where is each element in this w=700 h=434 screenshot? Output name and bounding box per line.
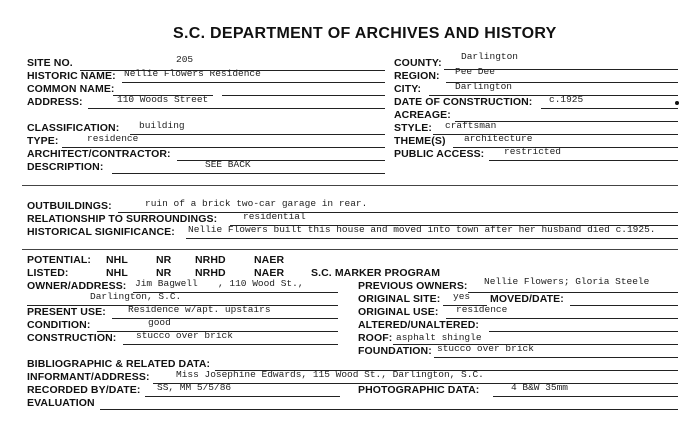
date-of-construction-label: DATE OF CONSTRUCTION: xyxy=(394,96,533,108)
moved-date-line xyxy=(570,305,678,306)
type-value[interactable]: residence xyxy=(87,133,139,144)
historic-name-label: HISTORIC NAME: xyxy=(27,70,116,82)
condition-value[interactable]: good xyxy=(148,317,171,328)
potential-label: POTENTIAL: xyxy=(27,254,91,266)
county-label: COUNTY: xyxy=(394,57,442,69)
historic-name-line xyxy=(122,82,385,83)
address-line xyxy=(88,108,385,109)
construction-value[interactable]: stucco over brick xyxy=(136,330,233,341)
address-label: ADDRESS: xyxy=(27,96,83,108)
listed-naer[interactable]: NAER xyxy=(254,267,285,279)
listed-nr[interactable]: NR xyxy=(156,267,172,279)
themes-line xyxy=(453,147,678,148)
address-value[interactable]: 110 Woods Street xyxy=(117,94,209,105)
recorded-by-label: RECORDED BY/DATE: xyxy=(27,384,141,396)
altered-line xyxy=(489,331,678,332)
informant-label: INFORMANT/ADDRESS: xyxy=(27,371,150,383)
listed-nhl[interactable]: NHL xyxy=(106,267,128,279)
potential-naer[interactable]: NAER xyxy=(254,254,285,266)
foundation-line xyxy=(434,357,678,358)
acreage-label: ACREAGE: xyxy=(394,109,451,121)
significance-label: HISTORICAL SIGNIFICANCE: xyxy=(27,226,175,238)
common-name-line-2 xyxy=(222,95,385,96)
previous-owners-value[interactable]: Nellie Flowers; Gloria Steele xyxy=(484,276,650,287)
present-use-label: PRESENT USE: xyxy=(27,306,106,318)
owner-name-value[interactable]: Jim Bagwell xyxy=(135,278,198,289)
form-title: S.C. DEPARTMENT OF ARCHIVES AND HISTORY xyxy=(173,25,557,42)
evaluation-label: EVALUATION xyxy=(27,397,95,409)
themes-value[interactable]: architecture xyxy=(464,133,533,144)
description-continuation-line-1 xyxy=(22,185,678,186)
original-use-line xyxy=(446,318,678,319)
condition-label: CONDITION: xyxy=(27,319,91,331)
photographic-line xyxy=(493,396,678,397)
original-site-label: ORIGINAL SITE: xyxy=(358,293,441,305)
recorded-by-value[interactable]: SS, MM 5/5/86 xyxy=(157,382,232,393)
outbuildings-label: OUTBUILDINGS: xyxy=(27,200,112,212)
bibliographic-label: BIBLIOGRAPHIC & RELATED DATA: xyxy=(27,358,211,370)
evaluation-line xyxy=(100,409,678,410)
owner-address-label: OWNER/ADDRESS: xyxy=(27,280,127,292)
foundation-label: FOUNDATION: xyxy=(358,345,432,357)
informant-value[interactable]: Miss Josephine Edwards, 115 Wood St., Darlington, S.C. xyxy=(176,369,484,380)
photographic-label: PHOTOGRAPHIC DATA: xyxy=(358,384,480,396)
previous-owners-label: PREVIOUS OWNERS: xyxy=(358,280,468,292)
altered-label: ALTERED/UNALTERED: xyxy=(358,319,479,331)
type-label: TYPE: xyxy=(27,135,59,147)
potential-nrhd[interactable]: NRHD xyxy=(195,254,226,266)
date-of-construction-value[interactable]: c.1925 xyxy=(549,94,584,105)
style-label: STYLE: xyxy=(394,122,432,134)
public-access-label: PUBLIC ACCESS: xyxy=(394,148,485,160)
original-use-label: ORIGINAL USE: xyxy=(358,306,439,318)
outbuildings-value[interactable]: ruin of a brick two-car garage in rear. xyxy=(145,198,368,209)
description-line xyxy=(112,173,385,174)
potential-nhl[interactable]: NHL xyxy=(106,254,128,266)
relationship-value[interactable]: residential xyxy=(243,211,306,222)
classification-line xyxy=(130,134,385,135)
significance-continuation-line xyxy=(22,249,678,250)
foundation-value[interactable]: stucco over brick xyxy=(437,343,534,354)
roof-line xyxy=(393,344,678,345)
owner-city-value[interactable]: Darlington, S.C. xyxy=(90,291,182,302)
description-label: DESCRIPTION: xyxy=(27,161,104,173)
site-no-label: SITE NO. xyxy=(27,57,73,69)
region-label: REGION: xyxy=(394,70,440,82)
public-access-value[interactable]: restricted xyxy=(504,146,562,157)
construction-label: CONSTRUCTION: xyxy=(27,332,117,344)
historic-name-value[interactable]: Nellie Flowers Residence xyxy=(124,68,261,79)
potential-nr[interactable]: NR xyxy=(156,254,172,266)
themes-label: THEME(S) xyxy=(394,135,446,147)
classification-value[interactable]: building xyxy=(139,120,185,131)
county-value[interactable]: Darlington xyxy=(461,51,519,62)
moved-date-label: MOVED/DATE: xyxy=(490,293,564,305)
roof-value[interactable]: asphalt shingle xyxy=(396,332,482,343)
present-use-value[interactable]: Residence w/apt. upstairs xyxy=(128,304,271,315)
recorded-by-line xyxy=(145,396,340,397)
classification-label: CLASSIFICATION: xyxy=(27,122,120,134)
city-label: CITY: xyxy=(394,83,422,95)
region-value[interactable]: Pee Dee xyxy=(455,66,495,77)
construction-line xyxy=(123,344,338,345)
common-name-label: COMMON NAME: xyxy=(27,83,115,95)
original-site-value[interactable]: yes xyxy=(453,291,471,302)
roof-label: ROOF: xyxy=(358,332,393,344)
public-access-line xyxy=(489,160,678,161)
relationship-label: RELATIONSHIP TO SURROUNDINGS: xyxy=(27,213,218,225)
owner-street-value[interactable]: , 110 Wood St., xyxy=(218,278,304,289)
original-use-value[interactable]: residence xyxy=(456,304,508,315)
description-value[interactable]: SEE BACK xyxy=(205,159,251,170)
ink-dot xyxy=(675,101,679,105)
significance-value[interactable]: Nellie Flowers built this house and moved into town after her husband died c.1925. xyxy=(188,224,656,235)
listed-label: LISTED: xyxy=(27,267,69,279)
significance-line xyxy=(186,238,678,239)
listed-nrhd[interactable]: NRHD xyxy=(195,267,226,279)
date-of-construction-line xyxy=(541,108,678,109)
photographic-value[interactable]: 4 B&W 35mm xyxy=(511,382,569,393)
city-value[interactable]: Darlington xyxy=(455,81,513,92)
site-no-value[interactable]: 205 xyxy=(176,54,194,65)
marker-program[interactable]: S.C. MARKER PROGRAM xyxy=(311,267,441,279)
architect-label: ARCHITECT/CONTRACTOR: xyxy=(27,148,171,160)
present-use-line xyxy=(112,318,338,319)
style-value[interactable]: craftsman xyxy=(445,120,497,131)
